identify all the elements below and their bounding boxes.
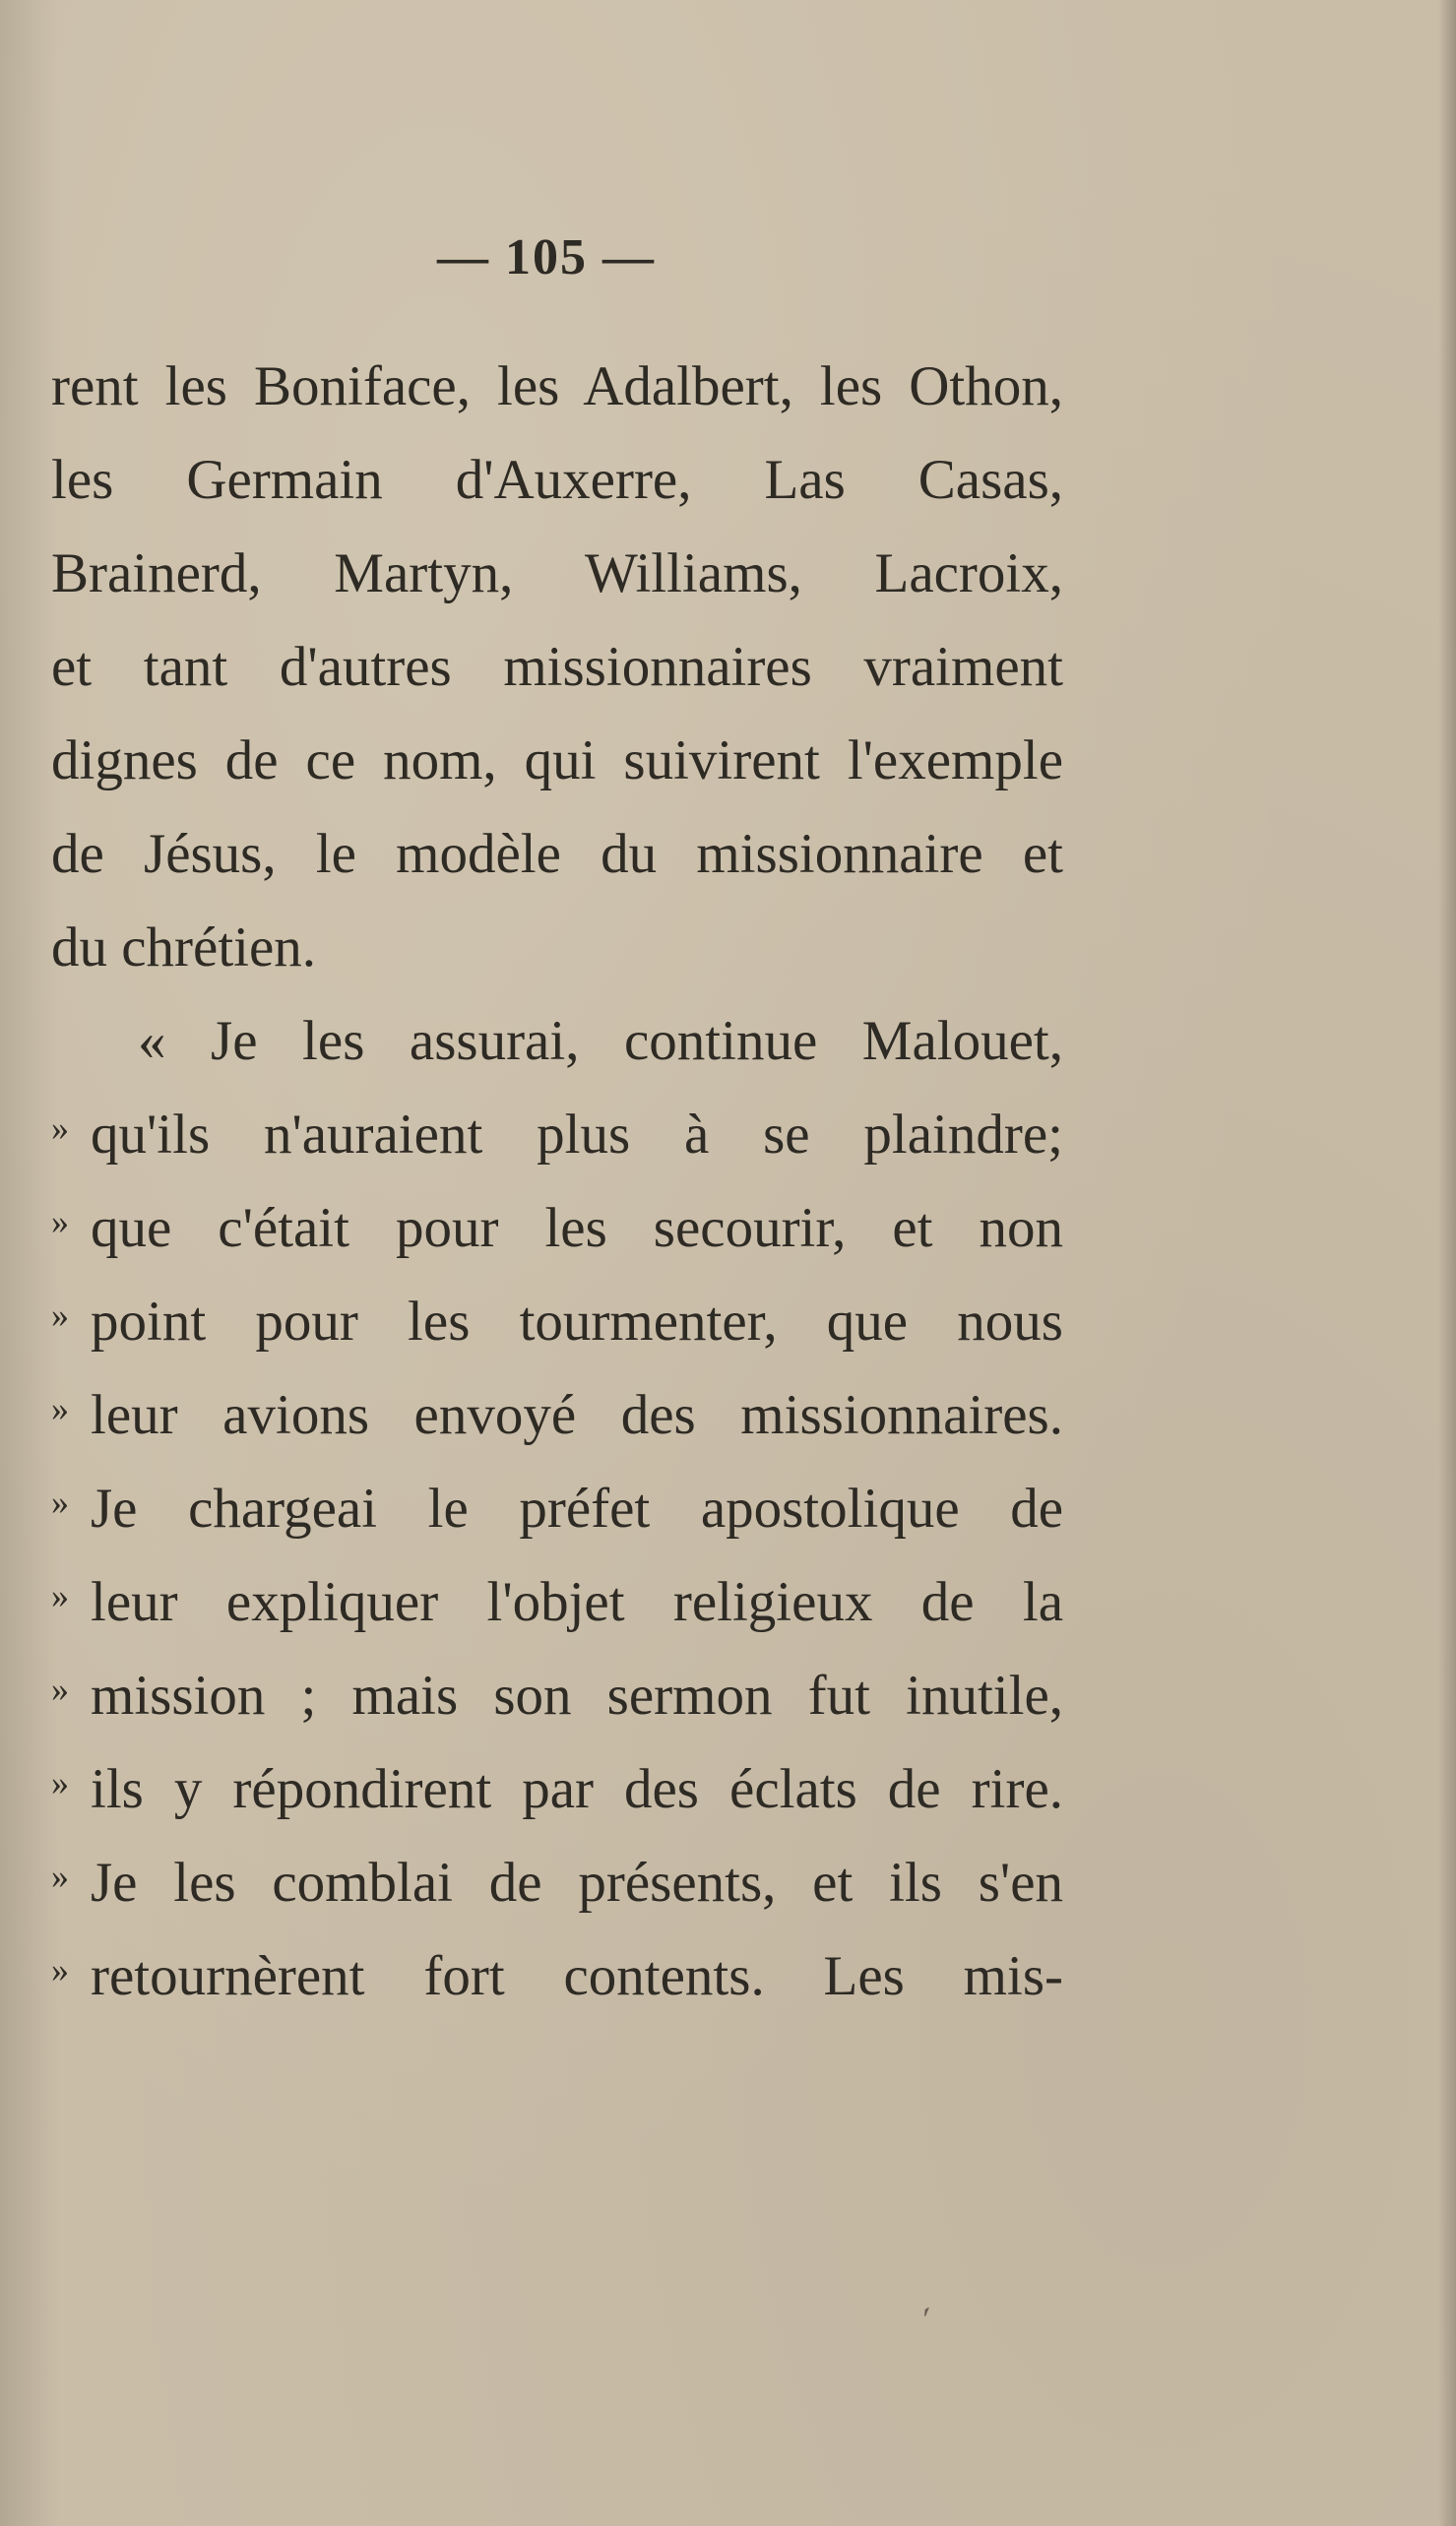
quoted-line: » leur avions envoyé des missionnaires. bbox=[51, 1368, 1063, 1462]
quoted-line: » retournèrent fort contents. Les mis- bbox=[51, 1929, 1063, 2023]
continuation-quote-mark: » bbox=[51, 1576, 69, 1615]
page-number: — 105 — bbox=[437, 229, 656, 285]
quoted-line: » qu'ils n'auraient plus à se plaindre; bbox=[51, 1088, 1063, 1181]
quoted-line: » leur expliquer l'objet religieux de la bbox=[51, 1555, 1063, 1649]
quote-opening-line: « Je les assurai, continue Malouet, bbox=[138, 1010, 1063, 1072]
continuation-quote-mark: » bbox=[51, 1295, 69, 1335]
stray-ink-mark: ˊ bbox=[915, 2299, 949, 2345]
text-line: et tant d'autres missionnaires vraiment bbox=[51, 636, 1063, 698]
quoted-line: » Je chargeai le préfet apostolique de bbox=[51, 1462, 1063, 1555]
quoted-line: » ils y répondirent par des éclats de rire. bbox=[51, 1742, 1063, 1836]
text-line: de Jésus, le modèle du missionnaire et bbox=[51, 823, 1063, 885]
quoted-line: » mission ; mais son sermon fut inutile, bbox=[51, 1649, 1063, 1742]
text-line: les Germain d'Auxerre, Las Casas, bbox=[51, 449, 1063, 511]
continuation-quote-mark: » bbox=[51, 1108, 69, 1148]
quoted-line: » point pour les tourmenter, que nous bbox=[51, 1275, 1063, 1368]
quoted-line: » Je les comblai de présents, et ils s'en bbox=[51, 1836, 1063, 1929]
continuation-quote-mark: » bbox=[51, 1202, 69, 1241]
continuation-quote-mark: » bbox=[51, 1857, 69, 1896]
continuation-quote-mark: » bbox=[51, 1763, 69, 1802]
text-line: dignes de ce nom, qui suivirent l'exemple bbox=[51, 729, 1063, 791]
continuation-quote-mark: » bbox=[51, 1389, 69, 1428]
continuation-quote-mark: » bbox=[51, 1670, 69, 1709]
text-line: rent les Boniface, les Adalbert, les Othon, bbox=[51, 355, 1063, 417]
continuation-quote-mark: » bbox=[51, 1950, 69, 1989]
quoted-line: » que c'était pour les secourir, et non bbox=[51, 1181, 1063, 1275]
text-line: Brainerd, Martyn, Williams, Lacroix, bbox=[51, 542, 1063, 604]
continuation-quote-mark: » bbox=[51, 1483, 69, 1522]
text-line: du chrétien. bbox=[51, 916, 317, 979]
body-text bbox=[51, 340, 1063, 2023]
